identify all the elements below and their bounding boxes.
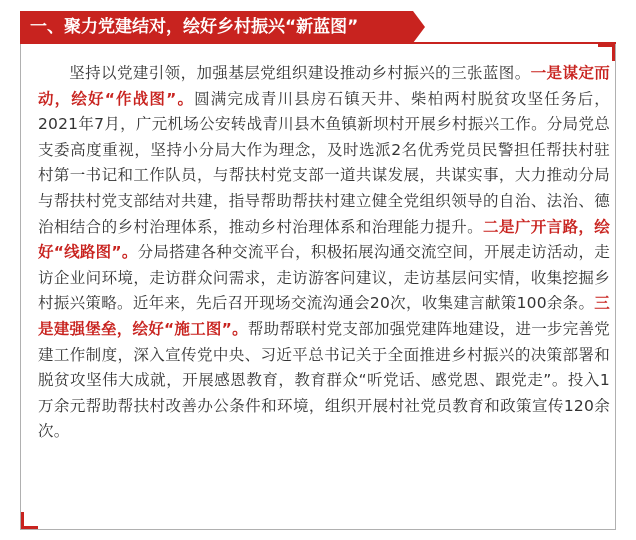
paragraph-intro: 坚持以党建引领，加强基层党组织建设推动乡村振兴的三张蓝图。 [69, 64, 531, 82]
section-title-banner [20, 11, 413, 43]
point-one-body: 圆满完成青川县房石镇天井、柴柏两村脱贫攻坚任务后，2021年7月，广元机场公安转战青川县木鱼镇新坝村开展乡村振兴工作。分局党总支委高度重视，坚持小分局大作为理念，及时选派2名优秀党员民警担任帮扶村驻村第一书记和工作队员，与帮扶村党支部一道共谋发展，共谋实事，大力推动分局与帮扶村党支部结对共建，指导帮助帮扶村建立健全党组织领导的自治、法治、德治相结合的乡村治理体系，推动乡村治理体系和治理能力提升。 [38, 89, 610, 236]
point-three-body: 帮助帮联村党支部加强党建阵地建设，进一步完善党建工作制度，深入宣传党中央、习近平总书记关于全面推进乡村振兴的决策部署和脱贫攻坚伟大成就，开展感恩教育，教育群众“听党话、感党恩、跟党走”。投入1万余元帮助帮扶村改善办公条件和环境，组织开展村社党员教育和政策宣传120余次。 [38, 319, 610, 441]
frame-corner-top-right [598, 44, 615, 61]
point-two-body: 分局搭建各种交流平台，积极拓展沟通交流空间，开展走访活动，走访企业问环境，走访群众问需求，走访游客问建议，走访基层问实情，收集挖掘乡村振兴策略。近年来，先后召开现场交流沟通会20次，收集建言献策100余条。 [38, 243, 610, 313]
frame-corner-bottom-left [21, 512, 38, 529]
highlight-point-three: 三是建强堡垒，绘好“施工图”。 [38, 294, 610, 338]
section-title: 一、聚力党建结对，绘好乡村振兴“新蓝图” [30, 17, 359, 37]
highlight-point-one: 一是谋定而动，绘好“作战图”。 [38, 64, 610, 108]
highlight-point-two: 二是广开言路，绘好“线路图”。 [38, 217, 610, 262]
article-paragraph [38, 61, 610, 445]
section-title-banner-arrow [413, 11, 425, 43]
